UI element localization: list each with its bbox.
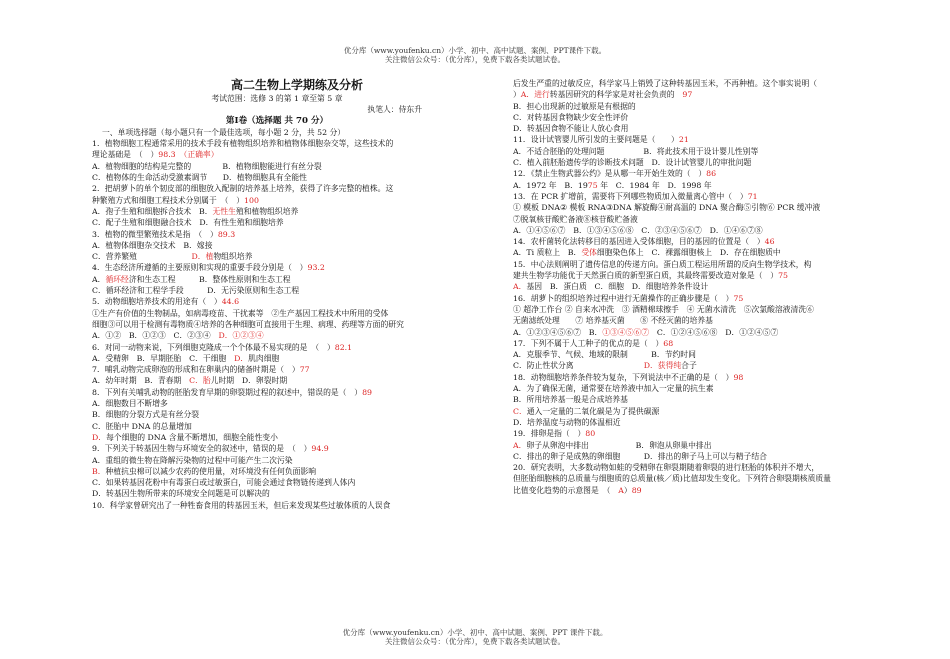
text-run: C．植物体的生命活动受激素调节 D．植物细胞具有全能性	[92, 173, 307, 183]
text-run: 儿时期 D．卵裂时期	[210, 376, 288, 386]
text-line	[513, 123, 913, 134]
text-line	[513, 451, 913, 462]
text-run: 9．下列关于转基因生物与环境安全的叙述中，错误的是 （ ）	[92, 444, 312, 454]
text-line	[92, 172, 462, 183]
text-run: 16．胡萝卜的组织培养过程中进行无菌操作的正确步骤是（ ）	[513, 293, 734, 303]
text-line	[92, 477, 462, 488]
text-run: B．担心出现新的过敏原是有根据的	[513, 101, 636, 111]
text-run: C．胚胎中 DNA 的总量增加	[92, 421, 192, 431]
text-line	[92, 353, 462, 364]
annotation-mark: 循环经	[105, 274, 129, 284]
text-run: 殖和植物组织培养	[235, 206, 299, 216]
text-run: 细胞③可以用于检测有毒物质④培养的各种细胞可直接用于生理、病理、药理等方面的研究	[92, 319, 404, 329]
text-run: 10．科学家曾研究出了一种牲畜食用的转基因玉米，但后来发现某些过敏体质的人误食	[92, 500, 391, 510]
text-run: 20．研究表明，大多数动物如蛙的受精卵在卵裂期随着卵裂的进行胚胎的体积并不增大，	[513, 463, 820, 473]
footer-line-2: 关注微信公众号：（优分库），免费下载各类试题试卷。	[385, 637, 565, 646]
text-run: 每个细胞的 DNA 含量不断增加，细胞全能性变小	[106, 432, 278, 442]
annotation-mark: 82.1	[334, 342, 353, 352]
text-run: A．孢子生殖和细胞拆合技术 B．	[92, 206, 213, 216]
text-run: 17．下列不属于人工种子的优点的是（ ）	[513, 338, 664, 348]
text-run: 6．对同一动物来说，下列细胞克隆成一个个体最不易实现的是 （ ）	[92, 342, 335, 352]
annotation-mark: 75	[733, 293, 744, 303]
annotation-mark: 68	[663, 338, 674, 348]
text-run: C．营养繁殖	[92, 252, 192, 262]
text-run: A．植物细胞的结构是完整的 B．植物细胞能进行有丝分裂	[92, 161, 322, 171]
text-line	[513, 281, 913, 292]
text-line	[513, 485, 913, 496]
text-run: 基因 B．蛋白质 C．细胞 D．细胞培养条件设计	[526, 282, 709, 292]
annotation-mark: 93.2	[307, 263, 325, 273]
annotation-mark: 75	[587, 180, 598, 190]
text-run: 11．设计试管婴儿所引发的主要问题是（ ）	[513, 135, 679, 145]
text-run: 细胞染色体上 C．裸露细胞核上 D．存在细胞质中	[596, 248, 781, 258]
page-title: 高二生物上学期练及分析	[230, 78, 363, 92]
text-run: 无菌滤纸处理 ⑦ 培养基灭菌 ⑧ 不经灭菌的培养基	[513, 316, 713, 326]
text-line	[513, 473, 913, 484]
text-run: ①生产有价值的生物制品，如病毒疫苗、干扰素等 ②生产基因工程技术中所用的受体	[92, 308, 389, 318]
text-line	[92, 342, 462, 353]
text-line	[92, 409, 462, 420]
text-line	[513, 440, 913, 451]
text-run: D．转基因生物所带来的环境安全问题是可以解决的	[92, 489, 270, 499]
text-line	[513, 101, 913, 112]
text-run: C．配子生殖和细胞融合技术 D．有性生殖和细胞培养	[92, 218, 284, 228]
annotation-mark: D．	[92, 432, 107, 442]
text-run: 4．生态经济所遵循的主要原则和实现的重要手段分别是（ ）	[92, 263, 308, 273]
annotation-mark: A．	[513, 282, 527, 292]
instructions: 一、单项选择题（每小题只有一个最佳选项，每小题 2 分，共 52 分）	[102, 127, 346, 137]
text-line	[513, 214, 913, 225]
annotation-mark: D．①②③④	[218, 331, 264, 341]
text-run: A．1972 年 B．19	[513, 180, 588, 190]
text-line	[92, 296, 462, 307]
text-line	[513, 293, 913, 304]
text-line	[92, 308, 462, 319]
text-line	[92, 229, 462, 240]
text-line	[92, 364, 462, 375]
text-run: 建共生物学功能优于天然蛋白质的新型蛋白质，其最终需要改造对象是（ ）	[513, 271, 779, 281]
footer-line-1: 优分库（www.youfenku.cn）小学、初中、高中试题、案例、PPT 课件下载。	[342, 628, 608, 637]
text-run: C．防止性状分离	[513, 361, 644, 371]
text-line	[92, 149, 462, 160]
text-run: 通入一定量的二氧化碳是为了提供碳源	[526, 406, 660, 416]
text-line	[92, 432, 462, 443]
text-run: 13．在 PCR 扩增前，需要将下列哪些物质加入微量离心管中（ ）	[513, 191, 748, 201]
text-run: 19．排卵是指（ ）	[513, 429, 586, 439]
text-line	[92, 500, 462, 511]
annotation-mark: D．获得纯	[643, 361, 682, 371]
text-line	[513, 247, 913, 258]
text-run: 济和生态工程 B．整体性原则和生态工程	[128, 274, 291, 284]
text-run: 物组织培养	[213, 252, 253, 262]
text-line	[92, 455, 462, 466]
text-line	[513, 315, 913, 326]
text-line	[513, 236, 913, 247]
text-run: 后发生严重的过敏反应，科学家马上销毁了这种转基因玉米，不再种植。这个事实说明（	[513, 79, 818, 88]
text-run: 18．动物细胞培养条件较为复杂，下列说法中不正确的是（ ）	[513, 372, 734, 382]
text-run: A．植物体细胞杂交技术 B．嫁接	[92, 240, 213, 250]
text-line	[513, 360, 913, 371]
left-column	[92, 78, 462, 511]
text-line	[92, 183, 462, 194]
text-line	[513, 202, 913, 213]
text-line	[513, 168, 913, 179]
text-run: C．如果转基因花粉中有毒蛋白或过敏蛋白，可能会通过食物链传递到人体内	[92, 478, 356, 488]
section-heading: 第Ⅰ卷（选择题 共 70 分）	[225, 115, 329, 126]
text-run: 5．动物细胞培养技术的用途有（ ）	[92, 297, 222, 307]
text-line	[92, 262, 462, 273]
text-line	[513, 462, 913, 473]
annotation-mark: C．胎	[189, 376, 211, 386]
annotation-mark: A．	[513, 440, 527, 450]
text-run: A．克服季节、气候、地域的限制 B．节约时间	[513, 350, 696, 360]
text-run: ① 超净工作台 ② 自来水冲洗 ③ 酒精棉球擦手 ④ 无菌水清洗 ⑤次氯酸溶液清洗⑥	[513, 304, 814, 314]
text-run: 比值变化趋势的示意图是 （	[513, 485, 619, 495]
annotation-mark: 77	[299, 365, 310, 375]
text-run: A．细胞数目不断增多	[92, 399, 168, 409]
annotation-mark: 89.3	[217, 229, 236, 239]
text-run: 1．植物细胞工程通常采用的技术手段有植物组织培养和植物体细胞杂交等，这些技术的	[92, 139, 394, 149]
text-run: C．对转基因食物缺少安全性评价	[513, 112, 629, 122]
text-line	[513, 225, 913, 236]
text-line	[92, 466, 462, 477]
text-run: ）	[623, 485, 632, 495]
annotation-mark: 98.3 （正确率）	[158, 150, 219, 160]
text-line	[92, 398, 462, 409]
text-line	[513, 134, 913, 145]
text-run: 种繁殖方式和细胞工程技术分别属于 （ ）	[92, 195, 245, 205]
text-line	[513, 406, 913, 417]
text-line	[92, 387, 462, 398]
text-run: D．培养温度与动物的体温相近	[513, 417, 621, 427]
text-line	[92, 217, 462, 228]
text-line	[513, 349, 913, 360]
text-line	[513, 78, 913, 89]
text-run: ）	[513, 90, 521, 100]
left-question-list	[92, 138, 462, 511]
text-run: 2．把胡萝卜的单个韧皮部的细胞放入配制的培养基上培养，获得了许多完整的植株。这	[92, 184, 394, 194]
text-run: ⑦脱氧核苷酸贮备液⑧核苷酸贮备液	[513, 214, 638, 224]
text-run: 但胚胎细胞核的总质量与细胞质的总质量(核／质)比值却发生变化。下列符合卵裂期核质质量	[513, 474, 831, 484]
text-line	[92, 251, 462, 262]
text-line	[92, 330, 462, 341]
text-run: A．为了确保无菌，通常要在培养液中加入一定量的抗生素	[513, 384, 714, 394]
text-line	[92, 488, 462, 499]
text-line	[513, 157, 913, 168]
text-line	[513, 394, 913, 405]
header-line-2: 关注微信公众号：（优分库），免费下载各类试题试卷。	[385, 55, 565, 64]
annotation-mark: D．	[234, 353, 249, 363]
text-run: 理论基础是 （ ）	[92, 150, 159, 160]
text-run: A．受精卵 B．早期胚胎 C．干细胞	[92, 353, 235, 363]
text-line	[513, 146, 913, 157]
annotation-mark: ①③④⑤⑥⑦	[602, 327, 650, 337]
annotation-mark: A	[618, 485, 624, 495]
text-line	[513, 191, 913, 202]
author-line: 执笔人：侍东升	[367, 105, 422, 115]
text-run: C．循环经济和工程学手段 D．无污染原则和生态工程	[92, 286, 300, 296]
right-question-list	[513, 78, 913, 496]
annotation-mark: 75	[778, 271, 789, 281]
text-run: 14．农杆菌转化法转移目的基因进入受体细胞，目的基因的位置是（ ）	[513, 237, 765, 247]
text-line	[92, 285, 462, 296]
text-line	[513, 180, 913, 191]
text-run: 肌肉细胞	[248, 353, 280, 363]
text-run: ① 模板 DNA② 模板 RNA③DNA 解旋酶④耐高温的 DNA 聚合酶⑤引物⑥ PCR 缓冲液	[513, 203, 821, 213]
annotation-mark: 71	[747, 191, 758, 201]
text-line	[92, 375, 462, 386]
text-line	[513, 383, 913, 394]
text-run: A．幼年时期 B．青春期	[92, 376, 190, 386]
text-line	[513, 372, 913, 383]
header-line-1: 优分库（www.youfenku.cn）小学、初中、高中试题、案例、PPT课件下载。	[343, 46, 607, 55]
annotation-mark: 98	[733, 372, 744, 382]
text-line	[513, 417, 913, 428]
text-line	[92, 206, 462, 217]
text-line	[92, 240, 462, 251]
text-line	[92, 274, 462, 285]
text-run: 3．植物的微型繁殖技术是指 （ ）	[92, 229, 218, 239]
text-run: A．①④⑤⑥⑦ B．①③④⑤⑥⑧ C．②③④⑤⑥⑦ D．①④⑥⑦⑧	[513, 225, 763, 235]
annotation-mark: 97	[682, 90, 693, 100]
text-run: 转基因研究的科学家是对社会负责的	[549, 90, 683, 100]
annotation-mark: 44.6	[221, 297, 240, 307]
annotation-mark: 受体	[581, 248, 597, 258]
annotation-mark: B．	[92, 466, 106, 476]
text-run: B．细胞的分裂方式是有丝分裂	[92, 410, 200, 420]
annotation-mark: 21	[678, 135, 689, 145]
annotation-mark: 100	[244, 195, 259, 205]
text-line	[513, 327, 913, 338]
text-line	[92, 138, 462, 149]
text-run: C．排出的卵子是成熟的卵细胞 D．排出的卵子马上可以与精子结合	[513, 451, 767, 461]
text-line	[92, 161, 462, 172]
text-line	[513, 112, 913, 123]
text-line	[92, 195, 462, 206]
text-line	[513, 338, 913, 349]
text-run: A．不适合胚胎的处理问题 B．将此技术用于设计婴儿性别等	[513, 146, 759, 156]
text-run: 12．《禁止生物武器公约》是从哪一年开始生效的（ ）	[513, 169, 707, 179]
text-run: 年 C．1984 年 D．1998 年	[597, 180, 712, 190]
text-line	[92, 319, 462, 330]
text-line	[513, 270, 913, 281]
text-run: A．Ti 质粒上 B．	[513, 248, 582, 258]
annotation-mark: 无性生	[212, 206, 236, 216]
annotation-mark: A．进行	[520, 90, 550, 100]
text-line	[513, 428, 913, 439]
annotation-mark: 86	[706, 169, 717, 179]
text-run: D．转基因食物不能让人放心食用	[513, 124, 629, 134]
page-footer	[0, 628, 950, 646]
exam-scope: 考试范围：选修 3 的第 1 章至第 5 章	[211, 94, 343, 103]
text-run: 7．哺乳动物完成卵泡的形成和在卵巢内的储备时期是（ ）	[92, 365, 300, 375]
text-run: 15．中心法则阐明了遗传信息的传递方向。蛋白质工程运用所谓的反向生物学技术，构	[513, 259, 812, 269]
text-run: A．重组的微生物在降解污染物的过程中可能产生二次污染	[92, 455, 293, 465]
right-column	[513, 78, 913, 496]
text-line	[513, 89, 913, 100]
annotation-mark: 46	[764, 237, 775, 247]
text-run: 卵子从卵泡中排出 B．卵泡从卵巢中排出	[526, 440, 712, 450]
annotation-mark: 89	[362, 387, 372, 397]
text-run: 合子	[681, 361, 697, 371]
text-run: C．①②④⑤⑥⑧ D．①②④⑤⑦	[649, 327, 779, 337]
text-line	[513, 259, 913, 270]
text-run: B．所用培养基一般是合成培养基	[513, 395, 628, 405]
text-line	[92, 421, 462, 432]
text-line	[513, 304, 913, 315]
text-run: 8．下列有关哺乳动物的胚胎发育早期的卵裂期过程的叙述中，错误的是（ ）	[92, 387, 363, 397]
annotation-mark: 89	[631, 485, 642, 495]
annotation-mark: D．植	[191, 252, 214, 262]
annotation-mark: C．	[513, 406, 527, 416]
text-line	[92, 443, 462, 454]
text-run: A．①② B．①②③ C．②③④	[92, 331, 219, 341]
annotation-mark: 94.9	[311, 444, 329, 454]
text-run: A．①②③④⑤⑥⑦ B．	[513, 327, 603, 337]
text-run: A．	[92, 274, 106, 284]
text-run: C．植入前胚胎遗传学的诊断技术问题 D．设计试管婴儿的审批问题	[513, 158, 752, 168]
annotation-mark: 80	[585, 429, 596, 439]
text-run: 种植抗虫棉可以减少农药的使用量，对环境没有任何负面影响	[105, 466, 317, 476]
page-header	[0, 46, 950, 64]
